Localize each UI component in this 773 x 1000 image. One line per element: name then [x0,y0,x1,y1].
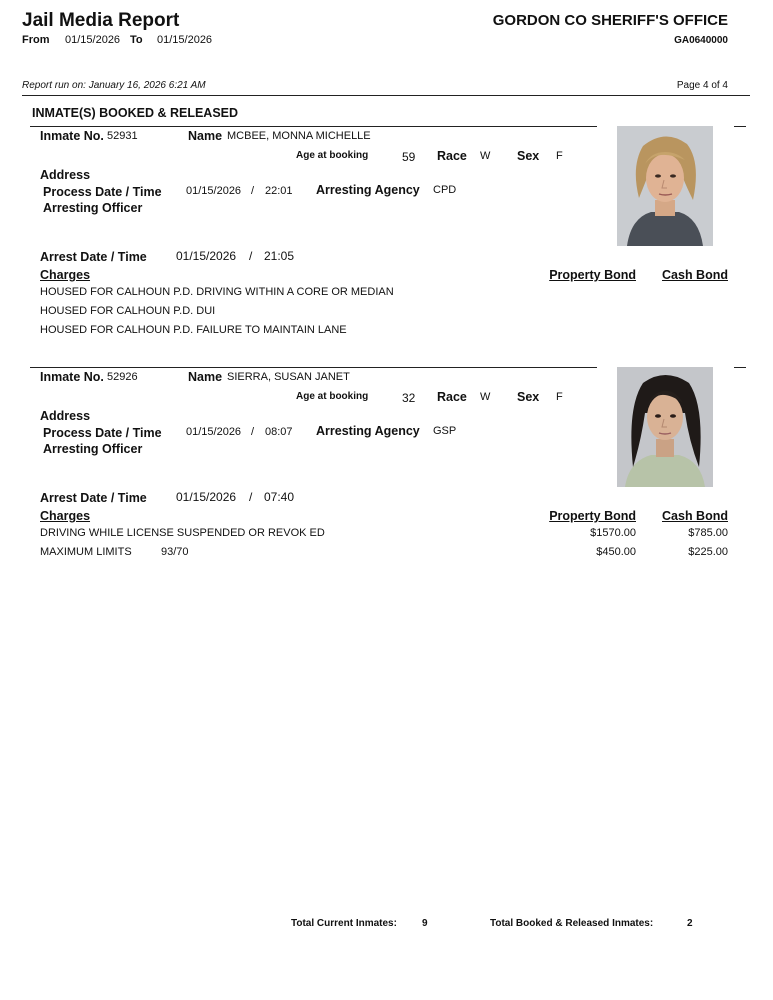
charge-text: DRIVING WHILE LICENSE SUSPENDED OR REVOK ED [40,527,325,539]
sex-value: F [556,150,563,162]
arrest-label: Arrest Date / Time [40,250,147,264]
process-date: 01/15/2026 [186,185,242,197]
age-label: Age at booking [296,150,369,161]
agency-name: GORDON CO SHERIFF'S OFFICE [492,12,728,29]
from-label: From [22,34,50,46]
charge-text: HOUSED FOR CALHOUN P.D. FAILURE TO MAINTAIN LANE [40,324,347,336]
arrest-time: 07:40 [264,490,295,504]
arresting-agency-label: Arresting Agency [316,424,420,438]
inmate-photo [617,367,713,487]
report-title: Jail Media Report [22,10,180,31]
process-date: 01/15/2026 [186,426,242,438]
record-divider-tick [734,126,746,127]
inmate-photo [617,126,713,246]
arresting-agency-value: GSP [433,425,457,437]
arrest-slash: / [249,249,253,263]
inmate-no-value: 52931 [107,130,138,142]
to-label: To [130,34,143,46]
sex-value: F [556,391,563,403]
race-label: Race [437,390,467,404]
name-value: SIERRA, SUSAN JANET [227,371,350,383]
property-bond-header: Property Bond [549,509,636,523]
to-date: 01/15/2026 [157,34,213,46]
page-number: Page 4 of 4 [676,80,728,91]
inmate-no-label: Inmate No. [40,370,104,384]
name-label: Name [188,129,223,143]
property-bond-header: Property Bond [549,268,636,282]
total-current-value: 9 [422,918,428,929]
sex-label: Sex [517,390,540,404]
inmate-no-label: Inmate No. [40,129,104,143]
race-value: W [480,391,491,403]
address-label: Address [40,409,91,423]
total-current-label: Total Current Inmates: [291,918,397,929]
process-label: Process Date / Time [43,426,162,440]
total-booked-value: 2 [687,918,693,929]
from-date: 01/15/2026 [65,34,121,46]
charge-property-bond: $1570.00 [590,527,636,539]
section-title: INMATE(S) BOOKED & RELEASED [32,106,239,120]
process-time: 22:01 [265,185,293,197]
address-label: Address [40,168,91,182]
total-booked-label: Total Booked & Released Inmates: [490,918,654,929]
agency-code: GA0640000 [674,35,728,46]
charge-property-bond: $450.00 [596,546,636,558]
charge-cash-bond: $225.00 [688,546,728,558]
report-run-on: Report run on: January 16, 2026 6:21 AM [22,80,206,91]
charge-text: HOUSED FOR CALHOUN P.D. DUI [40,305,216,317]
age-value: 32 [402,391,416,405]
arrest-date: 01/15/2026 [176,490,237,504]
arrest-time: 21:05 [264,249,295,263]
charge-cash-bond: $785.00 [688,527,728,539]
sex-label: Sex [517,149,540,163]
process-label: Process Date / Time [43,185,162,199]
name-value: MCBEE, MONNA MICHELLE [227,130,371,142]
process-time: 08:07 [265,426,293,438]
record-divider [30,126,597,127]
age-value: 59 [402,150,416,164]
record-divider-tick [734,367,746,368]
arresting-officer-label: Arresting Officer [43,201,143,215]
inmate-no-value: 52926 [107,371,138,383]
charge-extra: 93/70 [161,546,189,558]
process-slash: / [251,185,255,197]
name-label: Name [188,370,223,384]
cash-bond-header: Cash Bond [662,509,728,523]
record-divider [30,367,597,368]
age-label: Age at booking [296,391,369,402]
charges-label: Charges [40,509,91,523]
arrest-label: Arrest Date / Time [40,491,147,505]
process-slash: / [251,426,255,438]
charge-text: MAXIMUM LIMITS [40,546,132,558]
charges-label: Charges [40,268,91,282]
arrest-slash: / [249,490,253,504]
arresting-agency-label: Arresting Agency [316,183,420,197]
header-divider [22,95,750,96]
arresting-agency-value: CPD [433,184,457,196]
charge-text: HOUSED FOR CALHOUN P.D. DRIVING WITHIN A CORE OR MEDIAN [40,286,394,298]
race-label: Race [437,149,467,163]
arresting-officer-label: Arresting Officer [43,442,143,456]
cash-bond-header: Cash Bond [662,268,728,282]
arrest-date: 01/15/2026 [176,249,237,263]
race-value: W [480,150,491,162]
